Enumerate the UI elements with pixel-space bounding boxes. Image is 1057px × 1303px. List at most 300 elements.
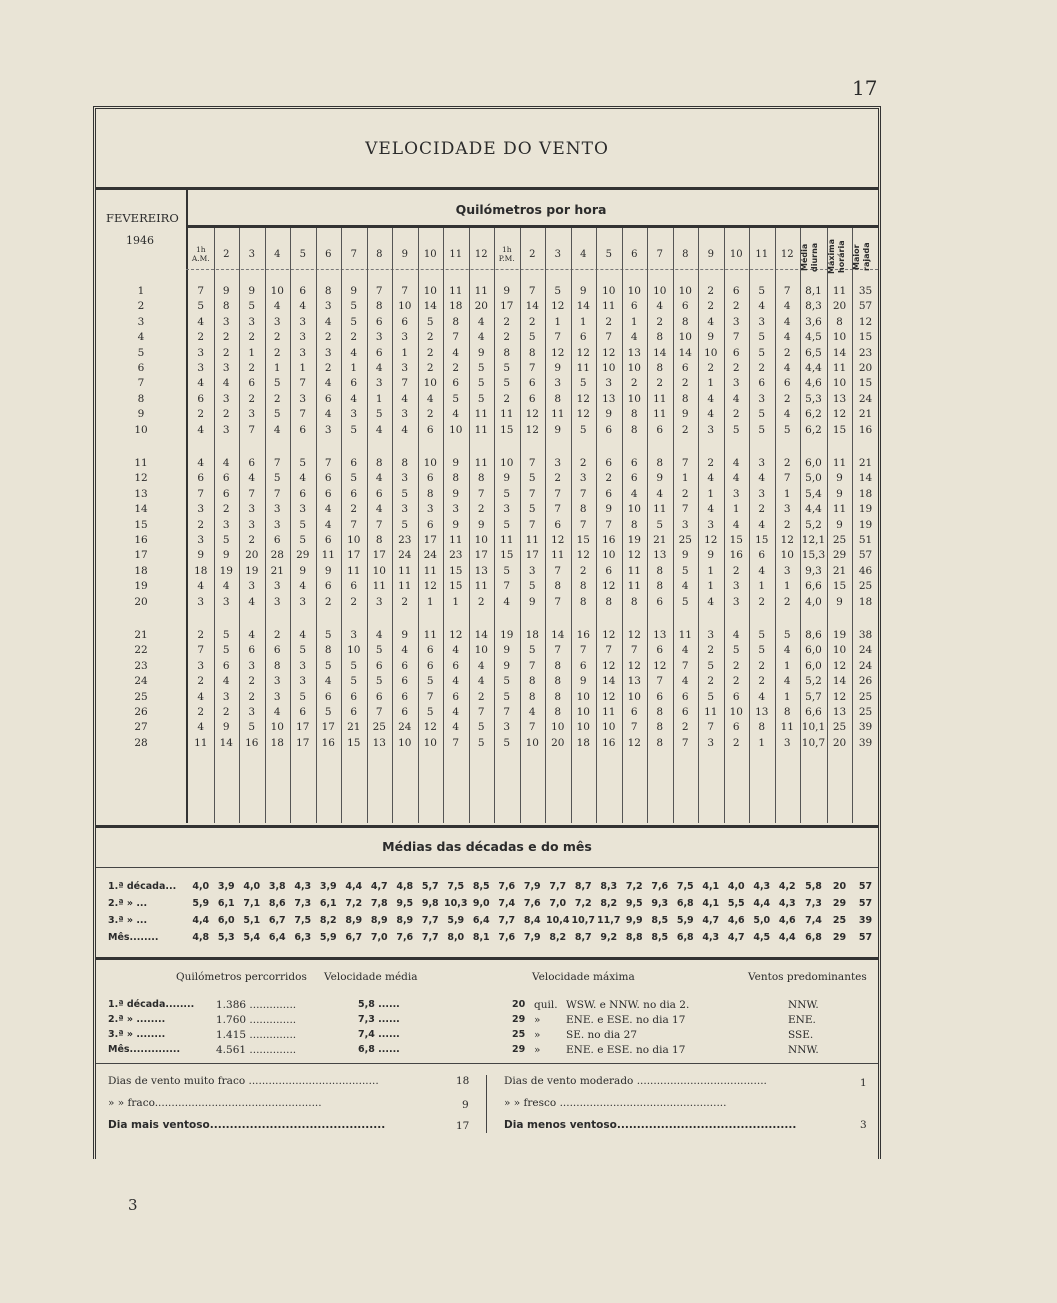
table-cell: 5 bbox=[375, 408, 383, 421]
table-cell: 6 bbox=[375, 690, 383, 703]
stat-vmax: 29 bbox=[512, 1044, 526, 1055]
table-cell: 5 bbox=[707, 659, 715, 672]
average-cell: 8,4 bbox=[523, 915, 541, 926]
table-cell: 14 bbox=[602, 675, 616, 688]
table-cell: 8 bbox=[375, 534, 383, 546]
table-cell: 3 bbox=[528, 564, 536, 577]
table-cell: 10 bbox=[602, 721, 616, 734]
table-cell: 2 bbox=[758, 362, 766, 374]
table-cell: 20 bbox=[551, 736, 565, 749]
table-cell: 4 bbox=[375, 503, 383, 516]
average-cell: 10,4 bbox=[546, 915, 570, 926]
table-cell: 11 bbox=[449, 285, 463, 297]
table-cell: 4 bbox=[681, 675, 689, 688]
table-cell: 7 bbox=[528, 721, 536, 734]
average-cell: 7,6 bbox=[498, 932, 516, 943]
table-cell: 6 bbox=[299, 423, 307, 436]
hour-header: 5 bbox=[299, 249, 306, 260]
table-cell: 5 bbox=[758, 629, 766, 641]
average-cell: 4,4 bbox=[778, 932, 796, 943]
table-cell: 3 bbox=[707, 518, 715, 531]
average-cell: 7,4 bbox=[498, 898, 516, 909]
table-cell: 2 bbox=[350, 331, 358, 344]
table-cell: 5 bbox=[401, 487, 409, 500]
table-cell: 3 bbox=[299, 503, 307, 516]
table-cell: 6 bbox=[732, 285, 740, 297]
table-cell: 2 bbox=[707, 457, 715, 469]
average-cell: 6,4 bbox=[472, 915, 490, 926]
table-cell: 29 bbox=[832, 549, 847, 562]
average-cell: 7,3 bbox=[294, 898, 312, 909]
table-cell: 3 bbox=[299, 392, 307, 405]
table-cell: 3 bbox=[401, 408, 409, 421]
table-cell: 14 bbox=[576, 300, 590, 313]
table-cell: 4 bbox=[197, 721, 205, 734]
table-cell: 7 bbox=[350, 518, 358, 531]
day-label: 23 bbox=[134, 659, 148, 672]
average-cell: 7,2 bbox=[625, 881, 643, 892]
table-cell: 3,6 bbox=[805, 315, 822, 328]
table-cell: 5 bbox=[273, 377, 281, 390]
table-cell: 6 bbox=[375, 315, 383, 328]
average-cell: 57 bbox=[858, 881, 873, 892]
stat-label: 2.ª » ........ bbox=[108, 1014, 166, 1025]
table-cell: 6 bbox=[401, 659, 409, 672]
day-label: 27 bbox=[134, 721, 148, 734]
average-cell: 4,7 bbox=[702, 915, 720, 926]
wind-speed-table-frame bbox=[93, 106, 881, 1159]
table-cell: 4 bbox=[452, 644, 460, 657]
table-cell: 10 bbox=[627, 503, 641, 516]
table-cell: 6 bbox=[732, 690, 740, 703]
average-cell: 6,3 bbox=[294, 932, 312, 943]
table-cell: 4 bbox=[477, 331, 485, 344]
day-label: 17 bbox=[134, 549, 148, 562]
table-title: VELOCIDADE DO VENTO bbox=[365, 139, 609, 159]
table-cell: 4 bbox=[656, 487, 664, 500]
average-cell: 5,5 bbox=[727, 898, 745, 909]
stat-vmed: 6,8 ...... bbox=[358, 1044, 400, 1055]
table-cell: 5 bbox=[248, 721, 256, 734]
table-cell: 8 bbox=[324, 644, 332, 657]
table-cell: 5 bbox=[503, 362, 511, 374]
table-cell: 4 bbox=[732, 472, 740, 485]
table-cell: 5 bbox=[528, 644, 536, 657]
table-cell: 21 bbox=[858, 408, 873, 421]
day-label: 6 bbox=[137, 362, 145, 374]
table-cell: 12 bbox=[780, 534, 794, 546]
table-cell: 8 bbox=[630, 518, 638, 531]
table-cell: 10 bbox=[602, 285, 616, 297]
table-cell: 5 bbox=[528, 503, 536, 516]
table-cell: 38 bbox=[858, 629, 873, 641]
table-cell: 12 bbox=[627, 736, 641, 749]
table-cell: 3 bbox=[222, 362, 230, 374]
table-cell: 8 bbox=[324, 285, 332, 297]
table-cell: 25 bbox=[678, 534, 692, 546]
table-cell: 3 bbox=[758, 487, 766, 500]
table-cell: 2 bbox=[783, 518, 791, 531]
table-cell: 5 bbox=[299, 457, 307, 469]
average-cell: 7,0 bbox=[549, 898, 567, 909]
average-cell: 4,3 bbox=[294, 881, 312, 892]
table-cell: 9 bbox=[452, 518, 460, 531]
table-cell: 5 bbox=[350, 300, 358, 313]
vmax-header: Velocidade máxima bbox=[532, 971, 635, 983]
table-cell: 6 bbox=[579, 659, 587, 672]
table-cell: 4 bbox=[273, 706, 281, 718]
stats-row bbox=[96, 1014, 878, 1029]
table-cell: 3 bbox=[248, 518, 256, 531]
table-cell: 15 bbox=[858, 377, 873, 390]
table-cell: 6,0 bbox=[805, 457, 822, 469]
table-cell: 4 bbox=[656, 300, 664, 313]
table-cell: 9 bbox=[681, 408, 689, 421]
hour-header: 8 bbox=[376, 249, 383, 260]
stat-vmax: 25 bbox=[512, 1029, 526, 1040]
average-cell: 39 bbox=[858, 915, 873, 926]
table-cell: 5 bbox=[503, 487, 511, 500]
table-cell: 9 bbox=[579, 285, 587, 297]
table-cell: 5 bbox=[299, 690, 307, 703]
table-cell: 28 bbox=[270, 549, 284, 562]
table-cell: 10 bbox=[449, 423, 463, 436]
table-cell: 3 bbox=[197, 362, 205, 374]
table-row bbox=[96, 596, 878, 614]
table-cell: 6 bbox=[452, 377, 460, 390]
table-cell: 11 bbox=[832, 457, 847, 469]
hour-header: 10 bbox=[423, 249, 437, 260]
table-cell: 6,6 bbox=[805, 706, 822, 718]
day-label: 16 bbox=[134, 534, 148, 546]
table-cell: 2 bbox=[426, 331, 434, 344]
table-cell: 18 bbox=[270, 736, 284, 749]
table-cell: 4 bbox=[375, 629, 383, 641]
table-cell: 2 bbox=[273, 331, 281, 344]
table-cell: 6 bbox=[758, 377, 766, 390]
table-cell: 5 bbox=[732, 644, 740, 657]
table-cell: 9 bbox=[401, 629, 409, 641]
table-cell: 12 bbox=[858, 315, 873, 328]
table-cell: 10,7 bbox=[801, 736, 826, 749]
stat-vmax: 20 bbox=[512, 999, 526, 1010]
table-cell: 5 bbox=[503, 377, 511, 390]
table-cell: 3 bbox=[197, 659, 205, 672]
table-cell: 8 bbox=[681, 315, 689, 328]
average-cell: 7,2 bbox=[574, 898, 592, 909]
table-cell: 2 bbox=[732, 408, 740, 421]
table-cell: 4 bbox=[401, 423, 409, 436]
table-cell: 12 bbox=[576, 392, 590, 405]
table-cell: 2 bbox=[579, 564, 587, 577]
table-cell: 4 bbox=[248, 595, 256, 608]
average-cell: 8,9 bbox=[345, 915, 363, 926]
table-cell: 10 bbox=[627, 690, 641, 703]
table-cell: 7 bbox=[375, 285, 383, 297]
table-cell: 7 bbox=[197, 285, 205, 297]
table-cell: 9 bbox=[656, 472, 664, 485]
table-cell: 6 bbox=[426, 644, 434, 657]
table-cell: 26 bbox=[858, 675, 873, 688]
table-cell: 2 bbox=[758, 675, 766, 688]
table-cell: 3 bbox=[707, 629, 715, 641]
table-cell: 57 bbox=[858, 300, 873, 313]
table-cell: 11 bbox=[474, 580, 488, 593]
table-cell: 13 bbox=[653, 549, 667, 562]
page-number: 17 bbox=[852, 76, 878, 100]
table-cell: 7 bbox=[630, 721, 638, 734]
table-cell: 4 bbox=[375, 423, 383, 436]
table-cell: 10 bbox=[602, 549, 616, 562]
stat-vmed: 5,8 ...... bbox=[358, 999, 400, 1010]
table-cell: 7 bbox=[656, 675, 664, 688]
table-cell: 6 bbox=[248, 457, 256, 469]
day-label: 21 bbox=[134, 629, 148, 641]
table-cell: 7 bbox=[732, 331, 740, 344]
table-cell: 1 bbox=[783, 690, 791, 703]
table-cell: 3 bbox=[299, 675, 307, 688]
average-cell: 4,6 bbox=[778, 915, 796, 926]
table-cell: 5 bbox=[350, 675, 358, 688]
table-cell: 4 bbox=[222, 675, 230, 688]
table-cell: 2 bbox=[248, 675, 256, 688]
table-cell: 2 bbox=[732, 362, 740, 374]
table-cell: 1 bbox=[707, 564, 715, 577]
table-cell: 5 bbox=[248, 300, 256, 313]
table-cell: 6 bbox=[656, 595, 664, 608]
table-cell: 6 bbox=[197, 392, 205, 405]
table-cell: 5 bbox=[324, 659, 332, 672]
table-cell: 2 bbox=[783, 457, 791, 469]
table-cell: 8 bbox=[554, 675, 562, 688]
table-cell: 3 bbox=[605, 377, 613, 390]
table-cell: 7 bbox=[554, 487, 562, 500]
table-cell: 9 bbox=[836, 472, 843, 485]
table-cell: 2 bbox=[426, 346, 434, 359]
average-cell: 7,7 bbox=[421, 932, 439, 943]
table-cell: 6 bbox=[783, 377, 791, 390]
day-label: 18 bbox=[134, 564, 148, 577]
table-cell: 1 bbox=[350, 362, 358, 374]
table-cell: 3 bbox=[324, 300, 332, 313]
table-cell: 5 bbox=[273, 472, 281, 485]
table-cell: 5 bbox=[477, 721, 485, 734]
table-cell: 2 bbox=[197, 408, 205, 421]
table-cell: 11 bbox=[627, 564, 641, 577]
table-cell: 11 bbox=[551, 408, 565, 421]
table-cell: 4,5 bbox=[805, 331, 822, 344]
table-cell: 2 bbox=[248, 690, 256, 703]
table-cell: 8 bbox=[681, 392, 689, 405]
table-cell: 4 bbox=[707, 472, 715, 485]
table-cell: 7 bbox=[273, 487, 281, 500]
hour-header: 1h P.M. bbox=[498, 245, 515, 263]
average-cell: 7,9 bbox=[523, 881, 541, 892]
day-label: 5 bbox=[137, 346, 145, 359]
table-cell: 12 bbox=[602, 580, 616, 593]
table-cell: 3 bbox=[732, 487, 740, 500]
table-cell: 11 bbox=[500, 408, 514, 421]
table-cell: 4 bbox=[732, 457, 740, 469]
average-cell: 5,9 bbox=[447, 915, 465, 926]
table-cell: 8 bbox=[554, 706, 562, 718]
table-cell: 7 bbox=[503, 706, 511, 718]
table-cell: 2 bbox=[197, 629, 205, 641]
table-cell: 3 bbox=[579, 472, 587, 485]
fraco-value: 9 bbox=[462, 1099, 469, 1111]
table-cell: 10 bbox=[551, 721, 565, 734]
table-cell: 46 bbox=[858, 564, 873, 577]
average-cell: 8,9 bbox=[370, 915, 388, 926]
table-cell: 5 bbox=[375, 675, 383, 688]
table-cell: 4 bbox=[324, 408, 332, 421]
table-cell: 13 bbox=[832, 706, 847, 718]
average-cell: 7,6 bbox=[498, 881, 516, 892]
average-cell: 7,3 bbox=[805, 898, 822, 909]
stat-km: 1.415 .............. bbox=[216, 1029, 297, 1041]
table-cell: 5 bbox=[528, 580, 536, 593]
table-cell: 13 bbox=[755, 706, 769, 718]
table-cell: 14 bbox=[423, 300, 437, 313]
table-cell: 8 bbox=[528, 675, 536, 688]
table-cell: 8 bbox=[554, 580, 562, 593]
table-cell: 4 bbox=[324, 675, 332, 688]
table-cell: 4 bbox=[783, 331, 791, 344]
average-cell: 7,5 bbox=[676, 881, 694, 892]
table-cell: 10 bbox=[832, 331, 847, 344]
hour-header: 2 bbox=[223, 249, 230, 260]
table-cell: 6 bbox=[324, 580, 332, 593]
table-cell: 13 bbox=[474, 564, 488, 577]
table-cell: 3 bbox=[197, 534, 205, 546]
table-cell: 5 bbox=[477, 362, 485, 374]
table-cell: 13 bbox=[832, 392, 847, 405]
table-cell: 16 bbox=[602, 736, 616, 749]
table-cell: 14 bbox=[474, 629, 488, 641]
table-cell: 8 bbox=[528, 346, 536, 359]
average-cell: 7,0 bbox=[370, 932, 388, 943]
table-cell: 2 bbox=[707, 285, 715, 297]
stat-vento: NNW. bbox=[788, 1044, 819, 1056]
table-cell: 20 bbox=[474, 300, 488, 313]
average-cell: 57 bbox=[858, 898, 873, 909]
table-cell: 1 bbox=[783, 487, 791, 500]
table-cell: 3 bbox=[452, 503, 460, 516]
table-cell: 4,0 bbox=[805, 595, 822, 608]
table-cell: 14 bbox=[678, 346, 692, 359]
table-cell: 10 bbox=[704, 346, 718, 359]
table-cell: 6,0 bbox=[805, 659, 822, 672]
table-cell: 8,6 bbox=[805, 629, 822, 641]
table-cell: 6 bbox=[248, 644, 256, 657]
table-cell: 7 bbox=[248, 487, 256, 500]
table-cell: 5 bbox=[299, 518, 307, 531]
table-cell: 3 bbox=[554, 377, 562, 390]
table-cell: 7 bbox=[528, 659, 536, 672]
table-cell: 3 bbox=[222, 595, 230, 608]
table-cell: 15 bbox=[576, 534, 590, 546]
table-cell: 2 bbox=[426, 408, 434, 421]
table-cell: 12 bbox=[602, 659, 616, 672]
table-cell: 6 bbox=[452, 659, 460, 672]
table-cell: 5 bbox=[503, 736, 511, 749]
table-cell: 57 bbox=[858, 549, 873, 562]
table-cell: 1 bbox=[758, 580, 766, 593]
table-cell: 25 bbox=[858, 706, 873, 718]
table-cell: 25 bbox=[832, 721, 847, 734]
table-cell: 7 bbox=[452, 331, 460, 344]
table-cell: 2 bbox=[273, 392, 281, 405]
table-cell: 2 bbox=[732, 675, 740, 688]
table-cell: 3 bbox=[350, 629, 358, 641]
table-cell: 17 bbox=[423, 534, 437, 546]
table-cell: 8 bbox=[554, 690, 562, 703]
hour-header: 4 bbox=[580, 249, 587, 260]
hour-header: 4 bbox=[274, 249, 281, 260]
table-cell: 2 bbox=[222, 503, 230, 516]
menos-ventoso-label: Dia menos ventoso............................................. bbox=[504, 1119, 797, 1131]
table-cell: 4 bbox=[732, 629, 740, 641]
table-cell: 5 bbox=[656, 518, 664, 531]
table-cell: 3 bbox=[222, 690, 230, 703]
hour-header: 10 bbox=[729, 249, 743, 260]
km-header: Quilómetros percorridos bbox=[176, 971, 307, 983]
table-cell: 9 bbox=[681, 549, 689, 562]
table-cell: 9 bbox=[554, 423, 562, 436]
average-cell: 4,5 bbox=[753, 932, 771, 943]
table-cell: 10 bbox=[500, 457, 514, 469]
table-cell: 4 bbox=[681, 644, 689, 657]
stat-desc: SE. no dia 27 bbox=[566, 1029, 637, 1041]
table-cell: 2 bbox=[503, 392, 511, 405]
table-cell: 5 bbox=[426, 315, 434, 328]
table-cell: 9 bbox=[503, 472, 511, 485]
table-cell: 2 bbox=[197, 331, 205, 344]
table-cell: 5 bbox=[350, 659, 358, 672]
table-cell: 8 bbox=[273, 659, 281, 672]
table-cell: 1 bbox=[707, 580, 715, 593]
average-cell: 7,7 bbox=[421, 915, 439, 926]
table-cell: 1 bbox=[630, 315, 638, 328]
table-cell: 2 bbox=[707, 675, 715, 688]
average-cell: 57 bbox=[858, 932, 873, 943]
average-cell: 4,1 bbox=[702, 881, 720, 892]
table-cell: 4 bbox=[707, 408, 715, 421]
table-cell: 2 bbox=[783, 392, 791, 405]
table-cell: 9 bbox=[324, 564, 332, 577]
table-cell: 3 bbox=[758, 457, 766, 469]
table-cell: 11 bbox=[423, 629, 437, 641]
table-cell: 39 bbox=[858, 721, 873, 734]
table-cell: 3 bbox=[375, 595, 383, 608]
table-cell: 6 bbox=[630, 472, 638, 485]
table-cell: 5 bbox=[579, 377, 587, 390]
table-cell: 7 bbox=[579, 644, 587, 657]
table-cell: 2 bbox=[732, 736, 740, 749]
table-cell: 6 bbox=[528, 377, 536, 390]
table-cell: 9 bbox=[477, 346, 485, 359]
average-cell: 4,4 bbox=[192, 915, 210, 926]
table-cell: 5 bbox=[222, 644, 230, 657]
average-cell: 4,0 bbox=[243, 881, 261, 892]
table-cell: 18 bbox=[449, 300, 463, 313]
table-cell: 4 bbox=[350, 392, 358, 405]
table-cell: 4 bbox=[452, 408, 460, 421]
table-cell: 3 bbox=[375, 377, 383, 390]
table-cell: 8 bbox=[656, 580, 664, 593]
hour-header: 9 bbox=[707, 249, 714, 260]
table-cell: 12 bbox=[525, 423, 539, 436]
